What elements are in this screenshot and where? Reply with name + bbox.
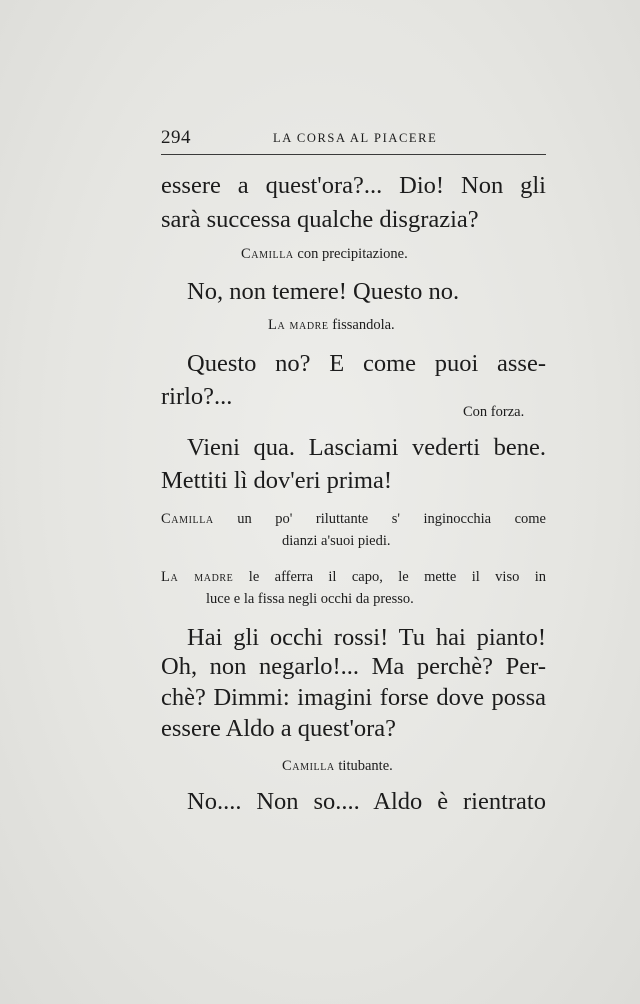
speaker-name: La madre — [268, 317, 329, 333]
dialogue-line: No.... Non so.... Aldo è rientrato — [187, 788, 546, 815]
dialogue-line: Mettiti lì dov'eri prima! — [161, 467, 392, 494]
dialogue-line: sarà successa qualche disgrazia? — [161, 206, 479, 233]
speaker-name: Camilla — [161, 511, 214, 527]
dialogue-line: Hai gli occhi rossi! Tu hai pianto! — [187, 624, 546, 651]
dialogue-line: chè? Dimmi: imagini forse dove possa — [161, 684, 546, 711]
stage-direction-continuation: dianzi a'suoi piedi. — [282, 533, 391, 549]
dialogue-line: No, non temere! Questo no. — [187, 278, 460, 305]
page-header — [161, 127, 546, 149]
stage-note: le afferra il capo, le mette il viso in — [248, 569, 547, 585]
stage-direction — [241, 246, 408, 263]
running-title: LA CORSA AL PIACERE — [273, 131, 438, 145]
dialogue-line: essere Aldo a quest'ora? — [161, 715, 397, 742]
stage-direction — [463, 404, 524, 421]
stage-direction — [268, 317, 395, 334]
stage-note: fissandola. — [332, 317, 395, 333]
page-number: 294 — [161, 127, 191, 148]
dialogue-line: rirlo?... — [161, 383, 233, 410]
speaker-name: Camilla — [241, 246, 294, 262]
dialogue-line: Vieni qua. Lasciami vederti bene. — [187, 434, 546, 461]
stage-note: titubante. — [338, 758, 393, 774]
header-rule — [161, 154, 546, 155]
stage-note: Con forza. — [463, 404, 525, 420]
stage-note: un po' riluttante s' inginocchia come — [237, 511, 546, 527]
stage-direction — [161, 511, 546, 528]
stage-direction-continuation: luce e la fissa negli occhi da presso. — [206, 591, 414, 607]
stage-direction — [282, 758, 393, 775]
stage-direction — [161, 569, 546, 586]
speaker-name: La madre — [161, 569, 234, 585]
dialogue-line: Oh, non negarlo!... Ma perchè? Per- — [161, 653, 546, 680]
speaker-name: Camilla — [282, 758, 335, 774]
stage-note: con precipitazione. — [297, 246, 408, 262]
dialogue-line: Questo no? E come puoi asse- — [187, 350, 546, 377]
dialogue-line: essere a quest'ora?... Dio! Non gli — [161, 172, 546, 199]
